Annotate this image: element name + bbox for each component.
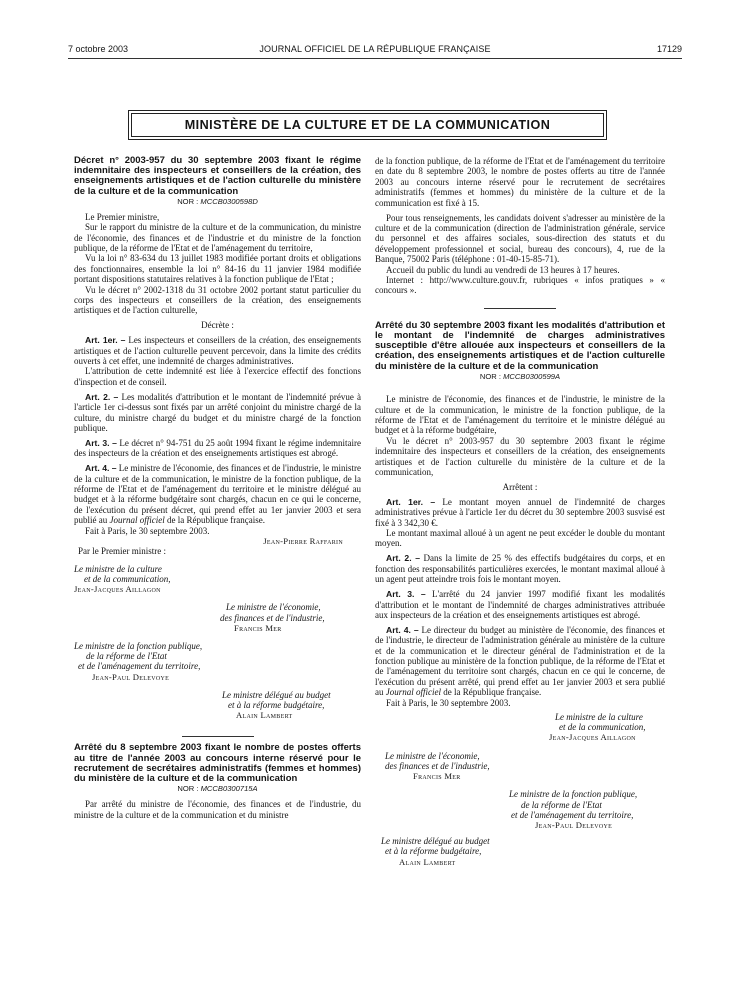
nor-label: NOR : (177, 196, 201, 206)
arrete-nor (375, 372, 665, 382)
header-page-number: 17129 (656, 44, 682, 54)
journal-officiel: Journal officiel (109, 515, 165, 526)
signature-name: Francis Mer (413, 771, 461, 782)
paragraph: Le montant maximal alloué à un agent ne peut excéder le double du montant moyen. (375, 528, 665, 549)
done-line: Fait à Paris, le 30 septembre 2003. (85, 525, 210, 536)
article-text: Le ministre de l'économie, des finances et de l'industrie, le ministre de la culture et de la communication, le ministre de la fonction publique, de la réforme de l'Etat et de l'aménagement du territoire et le ministre délégué au budget et à la réforme budgétaire sont chargés, chacun en ce qui le concerne, de l'exécution du présent décret, qui prend effet au 1er janvier 2003 et sera publié au (74, 463, 361, 526)
nor-code: MCCB0300715A (200, 784, 258, 794)
left-column (74, 156, 361, 820)
paragraph: Pour tous renseignements, les candidats doivent s'adresser au ministère de la culture et de la communication (direction de l'administration générale, service du personnel et des affaires sociales, sous-direction des statuts et du développement professionnel et social, bureau des concours), 4, rue de la Banque, 75002 Paris (téléphone : 01-40-15-85-71). (375, 212, 665, 265)
paragraph: Le Premier ministre, (85, 211, 160, 222)
signature-name: Alain Lambert (399, 856, 456, 867)
article-4 (74, 463, 361, 525)
article-text: de la République française. (164, 515, 265, 526)
article-text: L'arrêté du 24 janvier 1997 modifié fixant les modalités d'attribution et le montant de l'indemnité de charges administratives attribuée aux inspecteurs de la création et des enseignements artistiques est abrogé. (375, 589, 666, 620)
article-text: de la République française. (441, 687, 542, 698)
paragraph: Vu le décret n° 2003-957 du 30 septembre 2003 fixant le régime indemnitaire des inspecteurs et conseillers de la création, des enseignements artistiques et de l'action culturelle du ministère de la culture et de la communication, (375, 435, 665, 478)
article-label: Art. 2. – (85, 391, 119, 402)
signature-name: Jean-Jacques Aillagon (74, 584, 161, 595)
par-le-premier-ministre: Par le Premier ministre : (78, 546, 166, 557)
article-label: Art. 1er. – (386, 496, 436, 507)
article-label: Art. 4. – (85, 463, 117, 474)
paragraph: Vu le décret n° 2002-1318 du 31 octobre 2002 portant statut particulier du corps des inspecteurs et conseillers de la création, des enseignements artistiques et de l'action culturelle, (74, 284, 361, 316)
ministry-title: MINISTÈRE DE LA CULTURE ET DE LA COMMUNICATION (131, 113, 604, 137)
paragraph: Le ministre de l'économie, des finances et de l'industrie, le ministre de la culture et de la communication, le ministre de la fonction publique, de la réforme de l'Etat et de l'aménagement du territoire et le ministre délégué au budget et à la réforme budgétaire, (375, 394, 665, 436)
article-text: Le montant moyen annuel de l'indemnité de charges administratives prévue à l'article 1er du décret du 30 septembre 2003 susvisé est fixé à 3 342,30 €. (375, 496, 665, 528)
signature-block: Le ministre de l'économie, des finances et de l'industrie, Francis Mer (375, 751, 665, 782)
article-2 (375, 553, 665, 584)
signature-name: Jean-Paul Delevoye (92, 671, 170, 682)
separator-rule (182, 736, 254, 737)
journal-officiel: Journal officiel (385, 687, 441, 698)
arrete-nor (74, 784, 361, 794)
paragraph: Sur le rapport du ministre de la culture et de la communication, du ministre de l'économie, des finances et de l'industrie et du ministre de la fonction publique, de la réforme de l'Etat et de l'aménagement du territoire, (74, 222, 361, 253)
signature-name: Francis Mer (234, 622, 282, 633)
article-3 (74, 438, 361, 459)
paragraph: Accueil du public du lundi au vendredi de 13 heures à 17 heures. (386, 264, 620, 275)
article-1 (375, 497, 665, 528)
nor-code: MCCB0300598D (200, 196, 258, 206)
nor-label: NOR : (479, 371, 504, 381)
decree-nor (74, 197, 361, 207)
nor-label: NOR : (177, 784, 201, 794)
signature-name: Alain Lambert (236, 710, 293, 721)
article-1 (74, 335, 361, 366)
arrete-title: Arrêté du 8 septembre 2003 fixant le nombre de postes offerts au titre de l'année 2003 au concours interne réservé pour le recrutement de secrétaires administratifs (femmes et hommes) du ministère de la culture et de la communication (74, 742, 361, 785)
article-2 (74, 392, 361, 434)
paragraph: de la fonction publique, de la réforme de l'Etat et de l'aménagement du territoire en date du 8 septembre 2003, le nombre de postes offerts au titre de l'année 2003 au concours interne réservé pour le recrutement de secrétaires administratifs (femmes et hommes) du ministère de la culture et de la communication est fixé à 15. (375, 156, 665, 208)
article-label: Art. 3. – (85, 437, 117, 448)
signature-block: Le ministre de l'économie, des finances et de l'industrie, Francis Mer (74, 602, 361, 633)
paragraph: Vu la loi n° 83-634 du 13 juillet 1983 modifiée portant droits et obligations des fonctionnaires, ensemble la loi n° 84-16 du 11 janvier 1984 modifiée portant dispositions statutaires relatives à la fonction publique de l'Etat ; (74, 253, 361, 285)
article-label: Art. 1er. – (85, 335, 126, 346)
article-label: Art. 4. – (386, 624, 419, 635)
ministry-box (128, 110, 607, 140)
article-text: Le décret n° 94-751 du 25 août 1994 fixant le régime indemnitaire des inspecteurs de la création et des enseignements artistiques est abrogé. (74, 437, 361, 459)
signature-block: Le ministre de la culture et de la communication, Jean-Jacques Aillagon (375, 712, 665, 743)
article-text: Le directeur du budget au ministère de l'économie, des finances et de l'industrie, le directeur de l'administration générale au ministère de la culture et de la communication et le directeur général de l'administration et de la fonction publique au ministère de la fonction publique, de la réforme de l'Etat et de l'aménagement du territoire sont chargés, chacun en ce qui le concerne, de l'exécution du présent arrêté, qui prend effet au 1er janvier 2003 et sera publié au (375, 624, 665, 698)
header-rule (68, 58, 682, 59)
decree-title: Décret n° 2003-957 du 30 septembre 2003 fixant le régime indemnitaire des inspecteurs et conseillers de la création, des enseignements artistiques et de l'action culturelle du ministère de la culture et de la communication (74, 155, 361, 197)
nor-code: MCCB0300599A (503, 371, 561, 381)
signature-name: Jean-Pierre Raffarin (263, 536, 343, 546)
right-column (375, 156, 665, 867)
running-header (68, 44, 682, 58)
signature-block: Le ministre de la fonction publique, de la réforme de l'Etat et de l'aménagement du territoire, Jean-Paul Delevoye (375, 789, 665, 830)
article-4 (375, 625, 665, 698)
arretent-heading: Arrêtent : (502, 481, 538, 492)
header-date: 7 octobre 2003 (68, 44, 129, 54)
header-title: JOURNAL OFFICIEL DE LA RÉPUBLIQUE FRANÇAISE (259, 44, 491, 54)
article-label: Art. 2. – (386, 553, 421, 564)
arrete-title: Arrêté du 30 septembre 2003 fixant les modalités d'attribution et le montant de l'indemnité de charges administratives susceptible d'être allouée aux inspecteurs et conseillers de la création, des enseignements artistiques et de l'action culturelle du ministère de la culture et de la communication (375, 319, 665, 372)
paragraph: L'attribution de cette indemnité est liée à l'exercice effectif des fonctions d'inspection et de conseil. (74, 366, 361, 387)
article-text: Les modalités d'attribution et le montant de l'indemnité prévue à l'article 1er ci-dessus sont fixés par un arrêté conjoint du ministre chargé de la culture, du ministre chargé du budget et du ministre chargé de la fonction publique. (74, 391, 361, 433)
done-line: Fait à Paris, le 30 septembre 2003. (386, 697, 511, 708)
signature-block: Le ministre délégué au budget et à la réforme budgétaire, Alain Lambert (74, 690, 361, 721)
paragraph: Par arrêté du ministre de l'économie, des finances et de l'industrie, du ministre de la culture et de la communication et du ministre (74, 799, 361, 820)
decrete-heading: Décrète : (201, 320, 234, 331)
article-text: Dans la limite de 25 % des effectifs budgétaires du corps, et en fonction des responsabilités particulières exercées, le montant maximal alloué à un agent peut atteindre trois fois le montant moyen. (375, 553, 665, 585)
signature-name: Jean-Jacques Aillagon (549, 732, 636, 743)
signature-block: Le ministre délégué au budget et à la réforme budgétaire, Alain Lambert (375, 836, 665, 867)
paragraph: Internet : http://www.culture.gouv.fr, rubriques « infos pratiques » « concours ». (375, 274, 665, 296)
signature-block: Le ministre de la culture et de la communication, Jean-Jacques Aillagon (74, 564, 361, 595)
signature-block: Le ministre de la fonction publique, de la réforme de l'Etat et de l'aménagement du territoire, Jean-Paul Delevoye (74, 641, 361, 682)
article-3 (375, 589, 665, 620)
separator-rule (484, 308, 556, 309)
article-label: Art. 3. – (386, 589, 426, 600)
article-text: Les inspecteurs et conseillers de la création, des enseignements artistiques et de l'action culturelle peuvent percevoir, dans la limite des crédits ouverts à cet effet, une indemnité de charges administratives. (74, 335, 362, 366)
signature-name: Jean-Paul Delevoye (535, 819, 613, 830)
